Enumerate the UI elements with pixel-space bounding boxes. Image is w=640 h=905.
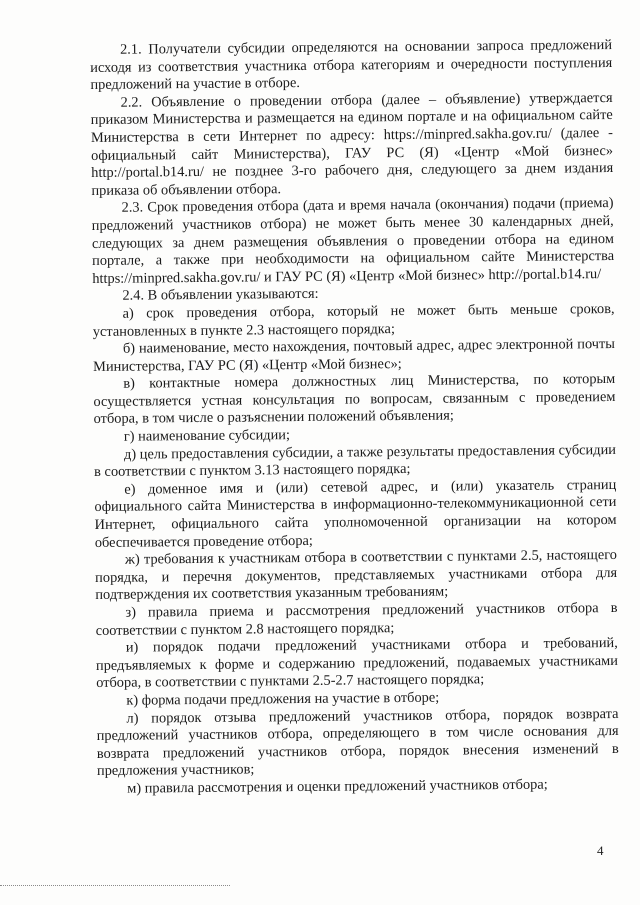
- list-item-zh: ж) требования к участникам отбора в соответствии с пунктами 2.5, настоящего порядка, и перечня документов, представляемых участниками отбора для подтверждения их соответствия указанным требованиям;: [95, 547, 618, 604]
- list-item-g: г) наименование субсидии;: [123, 427, 291, 445]
- list-item-e: е) доменное имя и (или) сетевой адрес, и (или) указатель страниц официального сайта Министерства в информационно-телекоммуникационной сети Интернет, официального сайта уполномоченной организации на котором обеспечивается проведение отбора;: [94, 476, 617, 551]
- list-item-i: и) порядок подачи предложений участниками отбора и требований, предъявляемых к форме и содержанию предложений, подаваемых участниками отбора, в соответствии с пунктами 2.5-2.7 настоящего порядка;: [95, 635, 619, 692]
- paragraph-2-2: 2.2. Объявление о проведении отбора (далее – объявление) утверждается приказом Министерства и размещается на едином портале и на официальном сайте Министерства в сети Интернет по адресу: https://minpred.sakha.gov.ru/ (далее - официальный сайт Министерства), ГАУ РС (Я) «Центр «Мой бизнес» http://portal.b14.ru/ не позднее 3-го рабочего дня, следующего за днем издания приказа об объявлении отбора.: [90, 89, 614, 199]
- list-item-z: з) правила приема и рассмотрения предложений участников отбора в соответствии с пунктом 2.8 настоящего порядка;: [95, 599, 618, 639]
- page-number: 4: [597, 843, 604, 858]
- list-item-m: м) правила рассмотрения и оценки предложений участников отбора;: [127, 776, 548, 797]
- paragraph-2-1: 2.1. Получатели субсидии определяются на основании запроса предложений исходя из соответствия участника отбора категориям и очередности поступления предложений на участие в отборе.: [90, 36, 613, 94]
- list-item-l: л) порядок отзыва предложений участников отбора, порядок возврата предложений участников отбора, определяющего в том числе основания для возврата предложений участников отбора, порядок внесения изменений в предложения участников;: [96, 705, 619, 780]
- list-item-v: в) контактные номера должностных лиц Министерства, по которым осуществляется устная консультация по вопросам, связанным с проведением отбора, в том числе о разъяснении положений объявления;: [93, 371, 616, 428]
- list-item-k: к) форма подачи предложения на участие в отборе;: [126, 689, 440, 709]
- list-item-d: д) цель предоставления субсидии, а также результаты предоставления субсидии в соответствии с пунктом 3.13 настоящего порядка;: [94, 441, 617, 481]
- paragraph-2-3: 2.3. Срок проведения отбора (дата и время начала (окончания) подачи (приема) предложений участников отбора) не может быть менее 30 календарных дней, следующих за днем размещения объявления о проведении отбора на едином портале, а также при необходимости на официальном сайте Министерства https://minpred.sakha.gov.ru/ и ГАУ РС (Я) «Центр «Мой бизнес» http://portal.b14.ru/: [91, 195, 615, 287]
- list-item-a: а) срок проведения отбора, который не может быть меньше сроков, установленных в пункте 2.3 настоящего порядка;: [92, 300, 615, 340]
- list-item-b: б) наименование, место нахождения, почтовый адрес, адрес электронной почты Министерства, ГАУ РС (Я) «Центр «Мой бизнес»;: [93, 336, 616, 375]
- paragraph-2-4: 2.4. В объявлении указываются:: [122, 286, 319, 305]
- page-body: [90, 37, 619, 799]
- scan-edge-line: [0, 885, 230, 886]
